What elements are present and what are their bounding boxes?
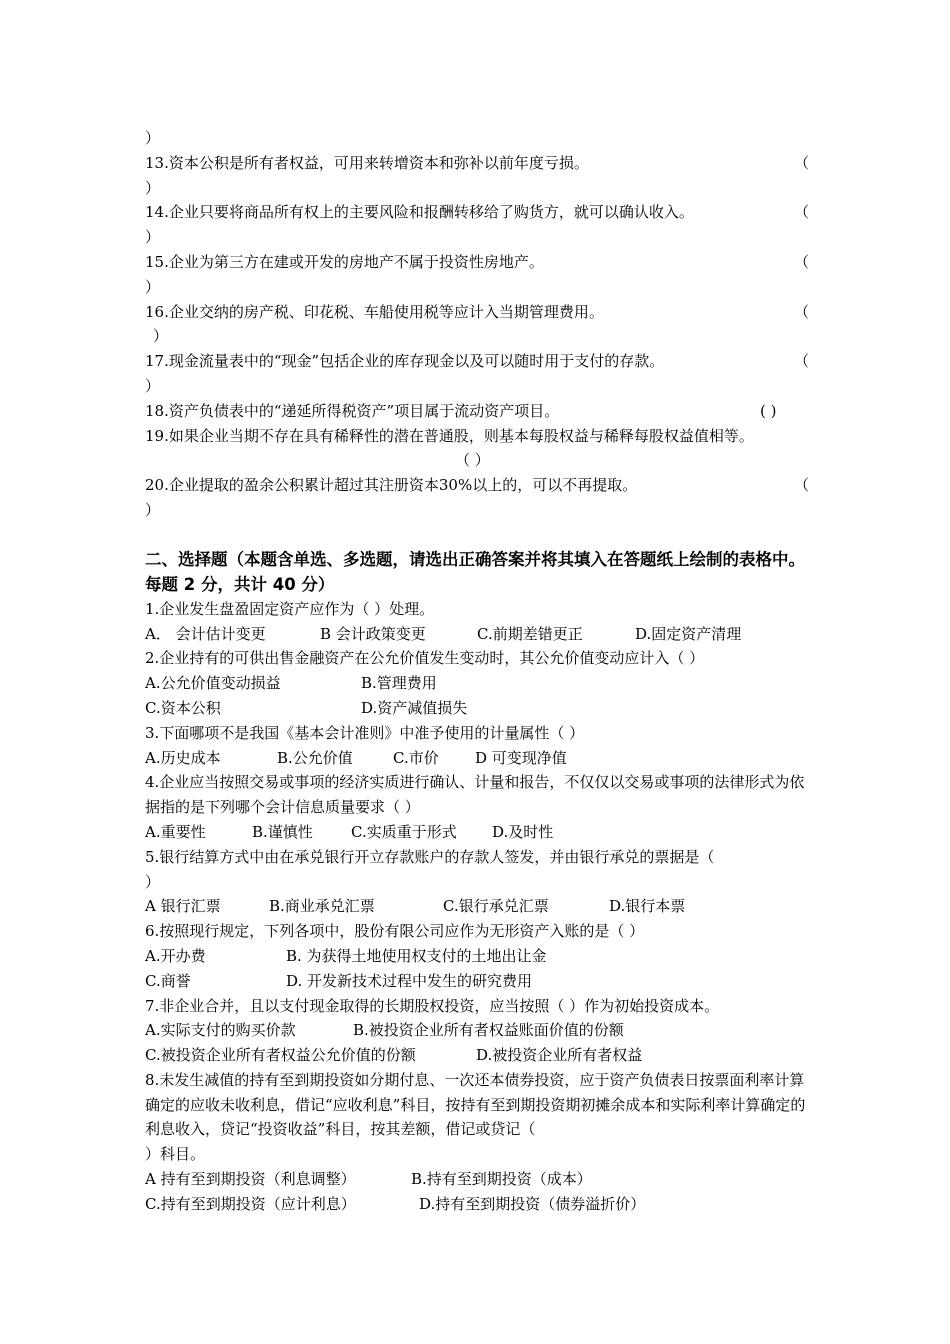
judgement-item-17 [145, 349, 815, 374]
leading-paren-line [145, 126, 815, 151]
option-d[interactable]: D. 开发新技术过程中发生的研究费用 [286, 971, 533, 990]
option-b[interactable]: B.管理费用 [361, 674, 437, 693]
option-c[interactable]: C.资本公积 [145, 698, 221, 717]
option-a[interactable]: A.实际支付的购买价款 [145, 1021, 296, 1040]
answer-paren-close: ） [153, 327, 169, 346]
closing-paren-line [145, 275, 815, 300]
answer-paren-close: ） [145, 178, 161, 197]
question-6-options [145, 969, 815, 994]
answer-paren: ( ) [760, 401, 777, 420]
option-c[interactable]: C.实质重于形式 [351, 822, 457, 841]
question-6-options [145, 944, 815, 969]
closing-paren-line [145, 498, 815, 523]
option-c[interactable]: C.被投资企业所有者权益公允价值的份额 [145, 1046, 416, 1065]
option-d[interactable]: D.持有至到期投资（债券溢折价） [419, 1194, 646, 1213]
answer-paren-open: （ [793, 203, 809, 222]
closing-paren-line [145, 176, 815, 201]
question-1-options [145, 622, 815, 647]
judgement-item-19 [145, 424, 815, 449]
question-1-stem: 1.企业发生盘盈固定资产应作为（ ）处理。 [145, 599, 435, 618]
answer-paren-open: （ [793, 476, 809, 495]
question-5-stem: 5.银行结算方式中由在承兑银行开立存款账户的存款人签发，并由银行承兑的票据是（ [145, 847, 715, 866]
option-c[interactable]: C.银行承兑汇票 [443, 897, 549, 916]
document-body [145, 126, 815, 1217]
option-d[interactable]: D.固定资产清理 [635, 624, 742, 643]
question-3-options [145, 746, 815, 771]
judgement-item-18 [145, 399, 815, 424]
option-b[interactable]: B.持有至到期投资（成本） [411, 1170, 592, 1189]
option-b[interactable]: B.商业承兑汇票 [269, 897, 375, 916]
judgement-item-20 [145, 473, 815, 498]
option-b[interactable]: B.被投资企业所有者权益账面价值的份额 [353, 1021, 624, 1040]
question-8-options [145, 1167, 815, 1192]
item-text: 14.企业只要将商品所有权上的主要风险和报酬转移给了购货方，就可以确认收入。 [145, 203, 694, 222]
answer-paren-open: （ [793, 302, 809, 321]
question-7-stem: 7.非企业合并，且以支付现金取得的长期股权投资，应当按照（ ）作为初始投资成本。 [145, 996, 720, 1015]
closing-paren-line [145, 324, 815, 349]
option-b[interactable]: B.公允价值 [277, 748, 353, 767]
option-c[interactable]: C.商誉 [145, 971, 191, 990]
question-6-stem: 6.按照现行规定，下列各项中，股份有限公司应作为无形资产入账的是（ ） [145, 922, 645, 941]
question-2-stem: 2.企业持有的可供出售金融资产在公允价值发生变动时，其公允价值变动应计入（ ） [145, 649, 705, 668]
question-7-options [145, 1018, 815, 1043]
option-b[interactable]: B 会计政策变更 [320, 624, 426, 643]
option-a[interactable]: A.开办费 [145, 946, 206, 965]
judgement-item-16 [145, 300, 815, 325]
item-text: 18.资产负债表中的“递延所得税资产”项目属于流动资产项目。 [145, 401, 560, 420]
option-c[interactable]: C.市价 [393, 748, 439, 767]
answer-paren-close: ） [145, 500, 161, 519]
question-4-stem: 4.企业应当按照交易或事项的经济实质进行确认、计量和报告，不仅仅以交易或事项的法律形式为依据指的是下列哪个会计信息质量要求（ ） [145, 773, 805, 817]
section-heading: 二、选择题（本题含单选、多选题，请选出正确答案并将其填入在答题纸上绘制的表格中。每题 2 分，共计 40 分） [145, 549, 805, 594]
answer-paren: （ ） [455, 451, 490, 470]
closing-paren-line [145, 225, 815, 250]
option-a[interactable]: A． 会计估计变更 [145, 624, 266, 643]
option-c[interactable]: C.持有至到期投资（应计利息） [145, 1194, 356, 1213]
answer-paren-close: ） [145, 228, 161, 247]
option-d[interactable]: D 可变现净值 [475, 748, 567, 767]
question-5-options [145, 894, 815, 919]
answer-paren-line [145, 448, 815, 473]
spacer [145, 523, 815, 547]
closing-paren: ） [145, 129, 161, 147]
judgement-item-15 [145, 250, 815, 275]
option-d[interactable]: D.银行本票 [609, 897, 686, 916]
option-a[interactable]: A 银行汇票 [145, 897, 221, 916]
judgement-item-14 [145, 200, 815, 225]
option-b[interactable]: B.谨慎性 [252, 822, 313, 841]
option-a[interactable]: A.历史成本 [145, 748, 221, 767]
answer-paren-open: （ [793, 252, 809, 271]
option-c[interactable]: C.前期差错更正 [477, 624, 583, 643]
closing-paren-line: ） [145, 872, 161, 891]
question-3-stem: 3.下面哪项不是我国《基本会计准则》中准予使用的计量属性（ ） [145, 723, 585, 742]
closing-paren-line [145, 374, 815, 399]
item-text: 13.资本公积是所有者权益，可用来转增资本和弥补以前年度亏损。 [145, 153, 589, 172]
option-d[interactable]: D.及时性 [492, 822, 554, 841]
answer-paren-close: ） [145, 277, 161, 296]
option-a[interactable]: A.重要性 [145, 822, 206, 841]
question-2-options [145, 671, 815, 696]
option-a[interactable]: A.公允价值变动损益 [145, 674, 281, 693]
answer-paren-close: ） [145, 376, 161, 395]
question-8-stem: 8.未发生减值的持有至到期投资如分期付息、一次还本债券投资，应于资产负债表日按票面利率计算确定的应收未收利息，借记“应收利息”科目，按持有至到期投资期初摊余成本和实际利率计算确定的利息收入，贷记“投资收益”科目，按其差额，借记或贷记（ [145, 1070, 806, 1139]
question-4-options [145, 820, 815, 845]
item-text: 15.企业为第三方在建或开发的房地产不属于投资性房地产。 [145, 252, 544, 271]
option-b[interactable]: B. 为获得土地使用权支付的土地出让金 [286, 946, 547, 965]
option-d[interactable]: D.资产减值损失 [361, 698, 468, 717]
option-a[interactable]: A 持有至到期投资（利息调整） [145, 1170, 356, 1189]
option-d[interactable]: D.被投资企业所有者权益 [476, 1046, 643, 1065]
item-text: 20.企业提取的盈余公积累计超过其注册资本30%以上的，可以不再提取。 [145, 476, 638, 495]
judgement-item-13 [145, 151, 815, 176]
item-text: 16.企业交纳的房产税、印花税、车船使用税等应计入当期管理费用。 [145, 302, 604, 321]
answer-paren-open: （ [793, 153, 809, 172]
question-7-options [145, 1043, 815, 1068]
question-8-stem-end: ）科目。 [145, 1145, 206, 1164]
question-8-options [145, 1192, 815, 1217]
question-2-options [145, 696, 815, 721]
item-text: 17.现金流量表中的“现金”包括企业的库存现金以及可以随时用于支付的存款。 [145, 352, 665, 371]
item-text: 19.如果企业当期不存在具有稀释性的潜在普通股，则基本每股权益与稀释每股权益值相等。 [145, 426, 754, 445]
answer-paren-open: （ [793, 352, 809, 371]
